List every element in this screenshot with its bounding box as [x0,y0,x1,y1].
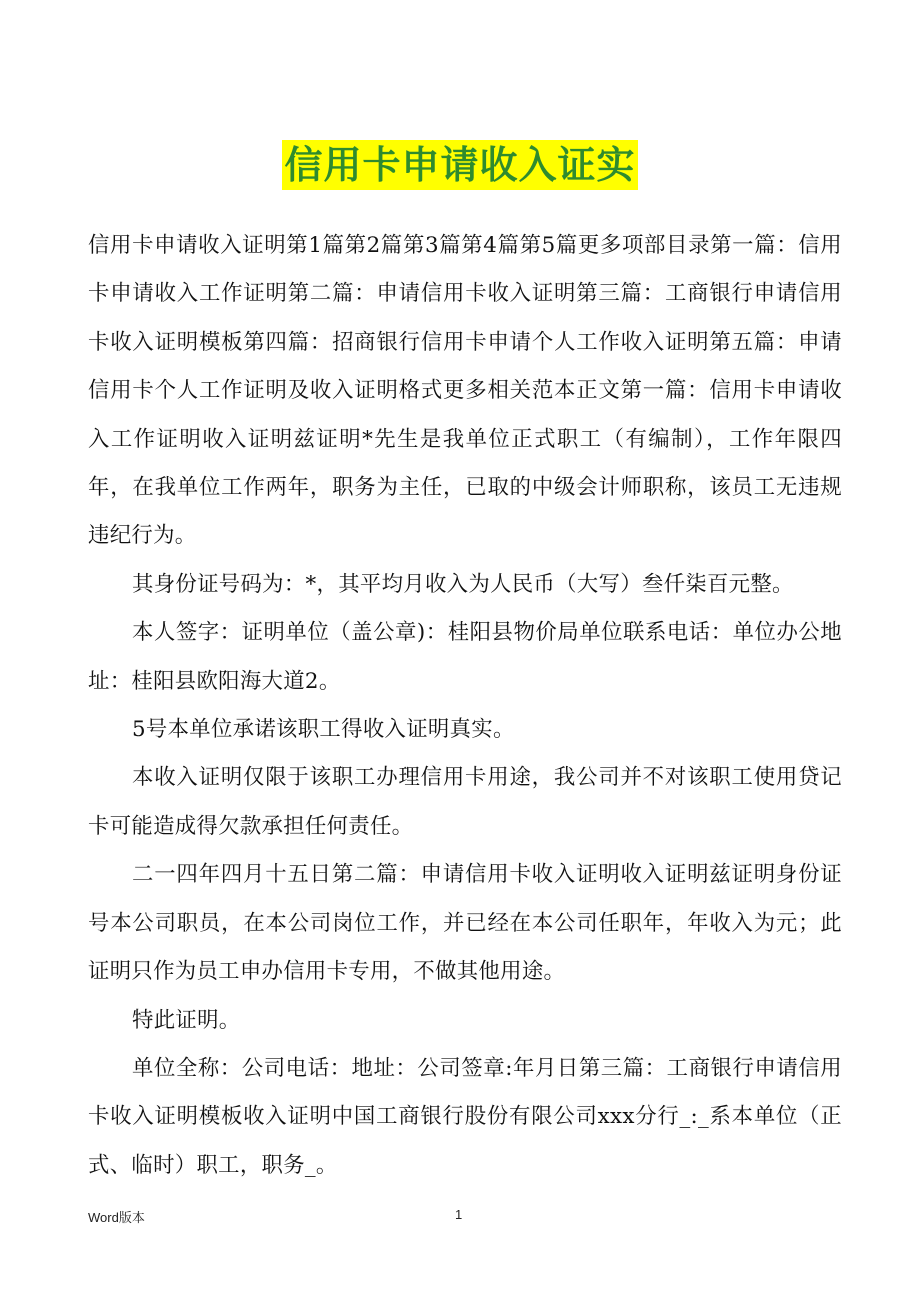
paragraph-disclaimer: 本收入证明仅限于该职工办理信用卡用途，我公司并不对该职工使用贷记卡可能造成得欠款承担任何责任。 [88,765,842,839]
paragraph-third-article: 单位全称：公司电话：地址：公司签章:年月日第三篇：工商银行申请信用卡收入证明模板收入证明中国工商银行股份有限公司xxx分行_:_系本单位（正式、临时）职工，职务_。 [88,1055,842,1178]
document-title: 信用卡申请收入证实 [282,140,637,190]
paragraph-intro: 信用卡申请收入证明第1篇第2篇第3篇第4篇第5篇更多项部目录第一篇：信用卡申请收入工作证明第二篇：申请信用卡收入证明第三篇：工商银行申请信用卡收入证明模板第四篇：招商银行信用卡申请个人工作收入证明第五篇：申请信用卡个人工作证明及收入证明格式更多相关范本正文第一篇：信用卡申请收入工作证明收入证明兹证明*先生是我单位正式职工（有编制），工作年限四年，在我单位工作两年，职务为主任，已取的中级会计师职称，该员工无违规违纪行为。 [88,233,842,549]
footer-label: Word版本 [88,1210,145,1225]
title-container [0,140,920,190]
paragraph-certify: 特此证明。 [132,1007,241,1033]
paragraph-signature: 本人签字：证明单位（盖公章)：桂阳县物价局单位联系电话：单位办公地址：桂阳县欧阳海大道2。 [88,620,842,694]
paragraph-commitment: 5号本单位承诺该职工得收入证明真实。 [132,717,515,743]
document-body [88,222,842,1190]
paragraph-second-article: 二一四年四月十五日第二篇：申请信用卡收入证明收入证明兹证明身份证号本公司职员，在本公司岗位工作，并已经在本公司任职年，年收入为元；此证明只作为员工申办信用卡专用，不做其他用途。 [88,862,842,985]
page-number: 1 [455,1207,463,1222]
paragraph-id-income: 其身份证号码为：*，其平均月收入为人民币（大写）叁仟柒百元整。 [132,571,794,597]
